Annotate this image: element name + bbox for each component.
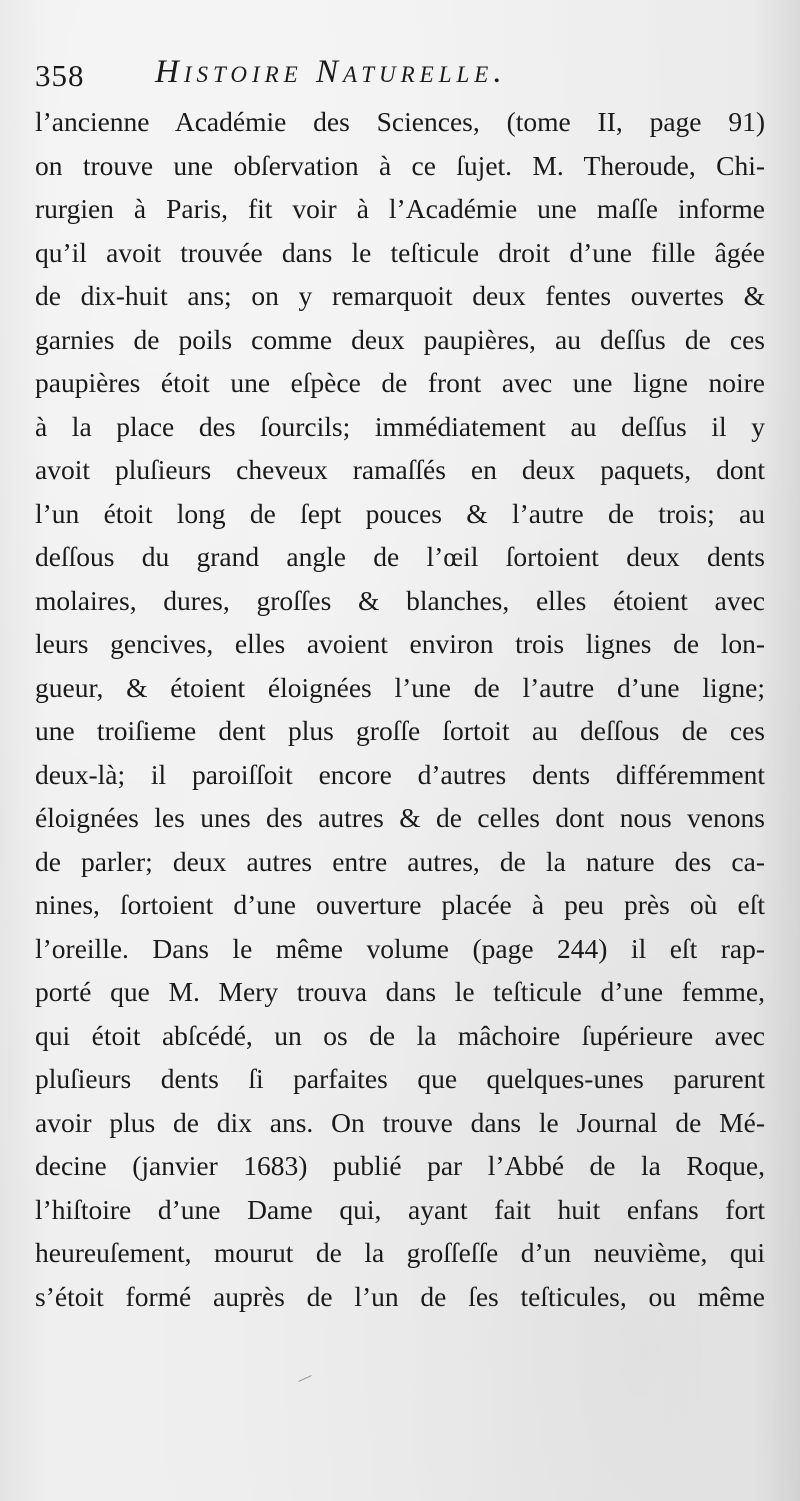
text-line: l’ancienne Académie des Sciences, (tome II, page 91) <box>35 106 765 137</box>
text-line: nines, ſortoient d’une ouverture placée à peu près où eſt <box>35 889 765 920</box>
text-line: heureuſement, mourut de la groſſeſſe d’un neuvième, qui <box>35 1237 765 1268</box>
text-line: deux-là; il paroiſſoit encore d’autres dents différemment <box>35 758 765 790</box>
text-line: de dix-huit ans; on y remarquoit deux fentes ouvertes & <box>35 280 765 311</box>
ink-mark <box>298 1375 311 1382</box>
text-line: molaires, dures, groſſes & blanches, elles étoient avec <box>35 584 765 616</box>
text-line: s’étoit formé auprès de l’un de ſes teſticules, ou même <box>35 1280 765 1312</box>
text-line: paupières étoit une eſpèce de front avec une ligne noire <box>35 367 765 398</box>
text-line: garnies de poils comme deux paupières, au deſſus de ces <box>35 323 765 355</box>
text-line: l’hiſtoire d’une Dame qui, ayant fait huit enfans fort <box>35 1193 765 1225</box>
text-line: l’oreille. Dans le même volume (page 244) il eſt rap- <box>35 932 765 964</box>
text-line: avoir plus de dix ans. On trouve dans le Journal de Mé- <box>35 1106 765 1138</box>
text-line: l’un étoit long de ſept pouces & l’autre de trois; au <box>35 497 765 529</box>
text-line: de parler; deux autres entre autres, de la nature des ca- <box>35 845 765 877</box>
text-line: leurs gencives, elles avoient environ trois lignes de lon- <box>35 628 765 659</box>
text-line: avoit pluſieurs cheveux ramaſſés en deux paquets, dont <box>35 454 765 485</box>
page-number: 358 <box>35 58 85 93</box>
running-title: Histoire Naturelle. <box>155 54 507 90</box>
text-line: on trouve une obſervation à ce ſujet. M. Theroude, Chi- <box>35 149 765 181</box>
page-header <box>35 52 775 98</box>
text-line: gueur, & étoient éloignées l’une de l’autre d’une ligne; <box>35 671 765 703</box>
text-line: une troiſieme dent plus groſſe ſortoit au deſſous de ces <box>35 715 765 746</box>
text-line: qui étoit abſcédé, un os de la mâchoire ſupérieure avec <box>35 1019 765 1051</box>
text-line: deſſous du grand angle de l’œil ſortoient deux dents <box>35 541 765 572</box>
text-line: à la place des ſourcils; immédiatement au deſſus il y <box>35 410 765 442</box>
text-line: éloignées les unes des autres & de celles dont nous venons <box>35 802 765 833</box>
text-line: pluſieurs dents ſi parfaites que quelques-unes parurent <box>35 1063 765 1094</box>
text-line: qu’il avoit trouvée dans le teſticule droit d’une fille âgée <box>35 236 765 268</box>
text-line: porté que M. Mery trouva dans le teſticule d’une femme, <box>35 976 765 1007</box>
text-line: rurgien à Paris, fit voir à l’Académie une maſſe informe <box>35 193 765 224</box>
text-line: decine (janvier 1683) publié par l’Abbé de la Roque, <box>35 1150 765 1181</box>
body-text <box>35 100 765 1318</box>
